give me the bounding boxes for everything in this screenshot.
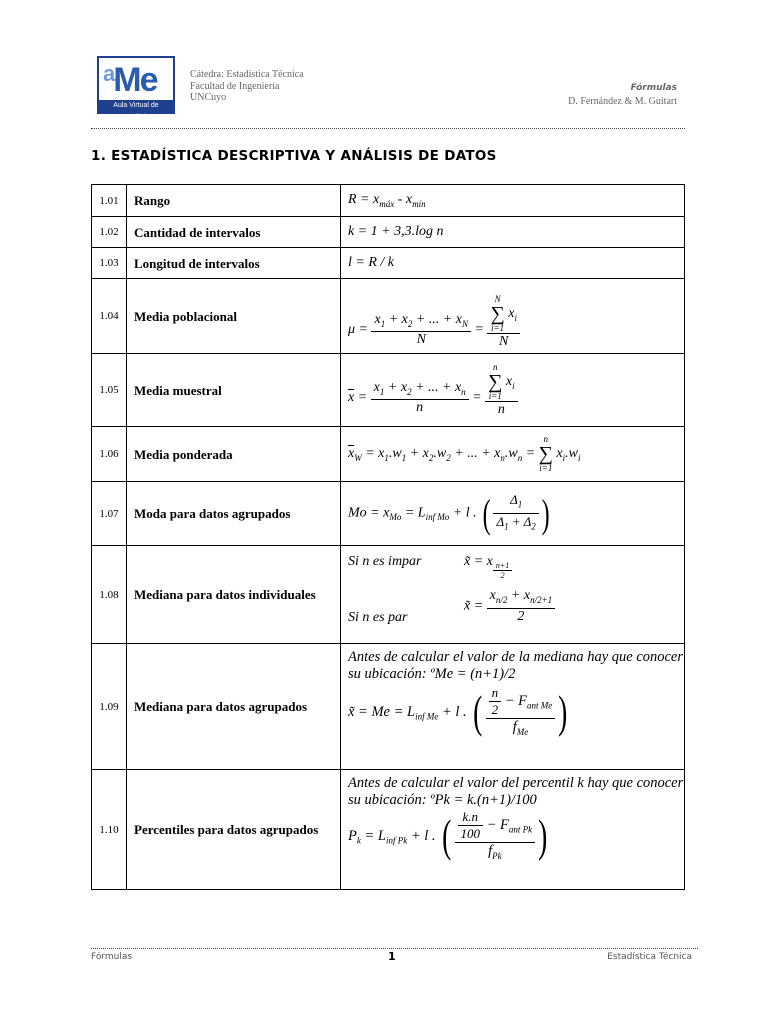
table-row: [92, 279, 685, 354]
document-title: Fórmulas: [630, 83, 677, 93]
table-row: [92, 248, 685, 279]
table-row: [92, 482, 685, 546]
header-institution: [190, 69, 304, 104]
header-document: [568, 82, 677, 108]
formula-intervals: k = 1 + 3,3.log n: [341, 217, 685, 248]
row-number: 1.06: [92, 427, 127, 482]
row-number: 1.05: [92, 354, 127, 427]
table-row: [92, 770, 685, 890]
row-number: 1.10: [92, 770, 127, 890]
page-number: 1: [388, 950, 396, 963]
table-row: [92, 644, 685, 770]
footer-right: Estadística Técnica: [607, 952, 692, 962]
formula-mode: $Mo = x_{Mo} = L_{inf Mo} + l$ . ( $\frac{\Delta_1}{\Delta_1 + \Delta_2}$ ): [341, 482, 685, 546]
table-row: [92, 427, 685, 482]
row-name: Media muestral: [127, 354, 341, 427]
table-row: [92, 546, 685, 644]
row-number: 1.02: [92, 217, 127, 248]
section-title: 1. ESTADÍSTICA DESCRIPTIVA Y ANÁLISIS DE DATOS: [91, 148, 497, 164]
formula-percentile: Antes de calcular el valor del percentil k hay que conocer su ubicación: ºPk = k.(n+1)/100 $P_k = L_{inf Pk} + l$ . ( $\frac{k.n}{100}$ − $F_{ant Pk}$ $f_{Pk}$ ): [341, 770, 685, 890]
authors-label: D. Fernández & M. Guitart: [568, 96, 677, 107]
footer-left: Fórmulas: [91, 952, 133, 962]
percentile-note: Antes de calcular el valor del percentil k hay que conocer su ubicación: ºPk = k.(n+1)/100: [348, 775, 684, 808]
formula-weighted-mean: $\overline{x}_W = x_1.w_1 + x_2.w_2$ + ... + $x_n.w_n = n$ ∑ i=1 $x_i.w_i$: [341, 427, 685, 482]
formula-population-mean: μ = $\frac{x_1 + x_2 + ... + x_N}{N}$ = N ∑ i=1 $x_i$ N: [341, 279, 685, 354]
formula-sample-mean: $\overline{x}$ = $\frac{x_1 + x_2 + ... + x_n}{n}$ = n ∑ i=1 $x_i$ n: [341, 354, 685, 427]
faculty-label: Facultad de Ingeniería: [190, 80, 280, 92]
logo-caption: Aula Virtual de Estadística: [99, 100, 173, 112]
table-row: [92, 185, 685, 217]
median-note: Antes de calcular el valor de la mediana hay que conocer su ubicación: ºMe = (n+1)/2: [348, 649, 684, 682]
row-name: Media ponderada: [127, 427, 341, 482]
table-row: [92, 354, 685, 427]
row-name: Moda para datos agrupados: [127, 482, 341, 546]
row-name: Cantidad de intervalos: [127, 217, 341, 248]
row-name: Percentiles para datos agrupados: [127, 770, 341, 890]
logo-mark: $^a$Me: [103, 61, 157, 99]
university-label: UNCuyo: [190, 92, 227, 103]
header-divider: [91, 128, 685, 129]
odd-case-label: Si n es impar: [348, 554, 422, 569]
row-number: 1.08: [92, 546, 127, 644]
row-number: 1.09: [92, 644, 127, 770]
formula-range: $R = x_{máx} - x_{mín}$: [341, 185, 685, 217]
chair-label: Cátedra: Estadística Técnica: [190, 69, 304, 80]
formula-table: [91, 184, 685, 890]
row-name: Media poblacional: [127, 279, 341, 354]
logo: [97, 56, 175, 121]
footer-divider: [91, 948, 698, 949]
formula-median-individual: Si n es impar x̃ = x $_{\frac{n+1}{2}}$ Si n es par x̃ = $\frac{x_{n/2} + x_{n/2+1}}{2}$: [341, 546, 685, 644]
row-number: 1.01: [92, 185, 127, 217]
row-name: Rango: [127, 185, 341, 217]
table-row: [92, 217, 685, 248]
row-number: 1.07: [92, 482, 127, 546]
row-number: 1.04: [92, 279, 127, 354]
even-case-label: Si n es par: [348, 610, 408, 625]
row-name: Mediana para datos agrupados: [127, 644, 341, 770]
row-name: Mediana para datos individuales: [127, 546, 341, 644]
formula-median-grouped: Antes de calcular el valor de la mediana hay que conocer su ubicación: ºMe = (n+1)/2 x̃ = $Me = L_{inf Me} + l$ . ( $\frac{n}{2}$ − $F_{ant Me}$ $f_{Me}$ ): [341, 644, 685, 770]
formula-interval-length: l = R / k: [341, 248, 685, 279]
row-number: 1.03: [92, 248, 127, 279]
row-name: Longitud de intervalos: [127, 248, 341, 279]
